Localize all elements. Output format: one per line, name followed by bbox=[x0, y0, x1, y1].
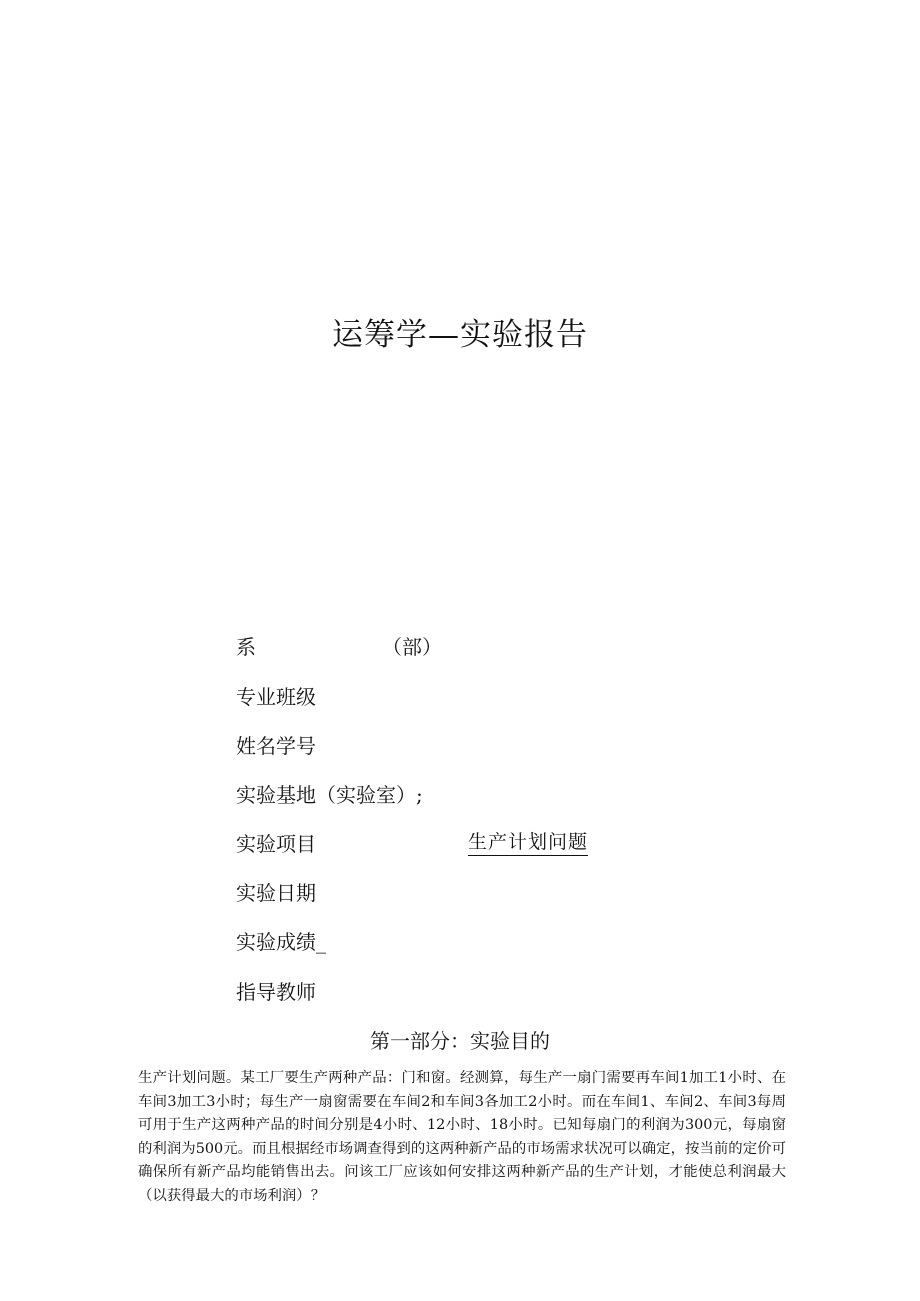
teacher-label: 指导教师 bbox=[236, 980, 316, 1004]
project-value: 生产计划问题 bbox=[468, 831, 588, 856]
section-heading: 第一部分：实验目的 bbox=[370, 1029, 550, 1053]
lab-base-label: 实验基地（实验室）; bbox=[236, 783, 423, 807]
department-label: 系 bbox=[236, 635, 256, 659]
department-field bbox=[236, 634, 442, 660]
body-paragraph: 生产计划问题。某工厂要生产两种产品：门和窗。经测算，每生产一扇门需要再车间1加工1小时、在车间3加工3小时；每生产一扇窗需要在车间2和车间3各加工2小时。而在车间1、车间2、车间3每周可用于生产这两种产品的时间分别是4小时、12小时、18小时。已知每扇门的利润为300元，每扇窗的利润为500元。而且根据经市场调查得到的这两种新产品的市场需求状况可以确定，按当前的定价可确保所有新产品均能销售出去。问该工厂应该如何安排这两种新产品的生产计划，才能使总利润最大（以获得最大的市场利润）？ bbox=[138, 1070, 786, 1204]
report-title: 运筹学—实验报告 bbox=[332, 317, 588, 353]
project-label: 实验项目 bbox=[236, 832, 316, 856]
project-field bbox=[236, 831, 589, 857]
score-label: 实验成绩_ bbox=[236, 930, 326, 954]
department-suffix: （部） bbox=[382, 635, 442, 659]
name-id-label: 姓名学号 bbox=[236, 734, 316, 758]
major-class-label: 专业班级 bbox=[236, 685, 316, 709]
date-label: 实验日期 bbox=[236, 881, 316, 905]
